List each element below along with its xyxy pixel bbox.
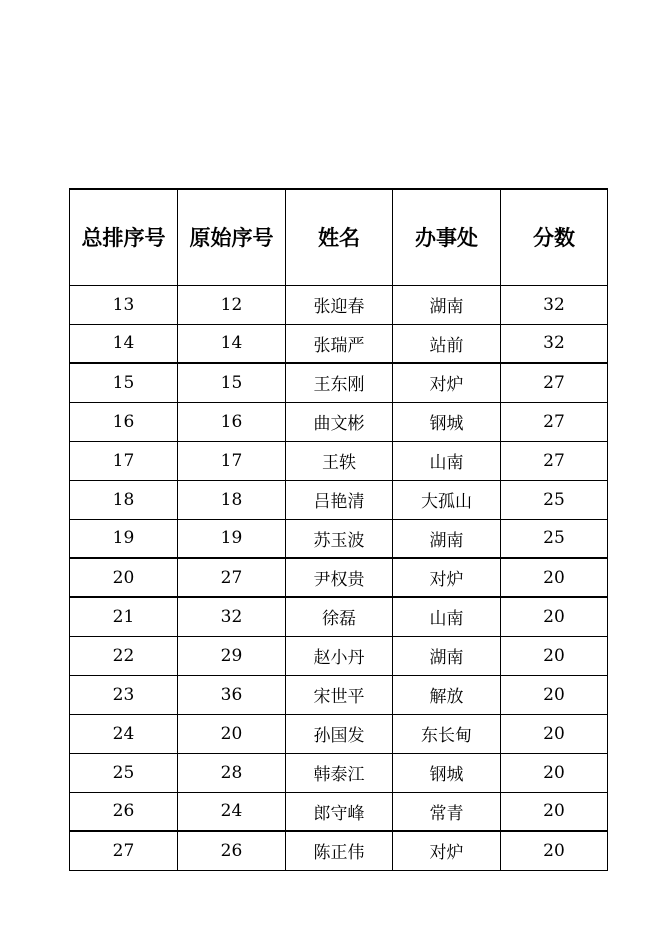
- table-row: [70, 441, 608, 480]
- cell-score: 20: [501, 714, 608, 753]
- header-score: 分数: [501, 189, 608, 285]
- cell-score: 20: [501, 831, 608, 870]
- cell-score: 20: [501, 558, 608, 597]
- cell-original-number: 17: [178, 441, 286, 480]
- cell-name: 陈正伟: [286, 831, 393, 870]
- score-table: [69, 188, 608, 871]
- cell-office: 湖南: [393, 636, 501, 675]
- cell-office: 对炉: [393, 558, 501, 597]
- cell-name: 徐磊: [286, 597, 393, 636]
- cell-original-number: 15: [178, 363, 286, 402]
- cell-original-number: 19: [178, 519, 286, 558]
- cell-name: 王东刚: [286, 363, 393, 402]
- cell-original-number: 29: [178, 636, 286, 675]
- cell-office: 山南: [393, 597, 501, 636]
- cell-office: 对炉: [393, 363, 501, 402]
- cell-score: 27: [501, 402, 608, 441]
- cell-overall-rank: 21: [70, 597, 178, 636]
- cell-score: 20: [501, 636, 608, 675]
- cell-original-number: 36: [178, 675, 286, 714]
- cell-office: 山南: [393, 441, 501, 480]
- cell-score: 25: [501, 480, 608, 519]
- table-row: [70, 480, 608, 519]
- cell-score: 27: [501, 363, 608, 402]
- table-row: [70, 558, 608, 597]
- cell-overall-rank: 13: [70, 285, 178, 324]
- cell-name: 苏玉波: [286, 519, 393, 558]
- cell-overall-rank: 22: [70, 636, 178, 675]
- cell-score: 20: [501, 792, 608, 831]
- cell-name: 张瑞严: [286, 324, 393, 363]
- table-row: [70, 636, 608, 675]
- table-row: [70, 597, 608, 636]
- cell-name: 尹权贵: [286, 558, 393, 597]
- table-row: [70, 675, 608, 714]
- cell-score: 20: [501, 597, 608, 636]
- cell-office: 对炉: [393, 831, 501, 870]
- cell-overall-rank: 20: [70, 558, 178, 597]
- cell-overall-rank: 27: [70, 831, 178, 870]
- cell-office: 湖南: [393, 285, 501, 324]
- cell-overall-rank: 23: [70, 675, 178, 714]
- cell-name: 孙国发: [286, 714, 393, 753]
- cell-original-number: 12: [178, 285, 286, 324]
- header-office: 办事处: [393, 189, 501, 285]
- header-row: [70, 189, 608, 285]
- cell-office: 解放: [393, 675, 501, 714]
- table-body: [70, 285, 608, 870]
- cell-office: 大孤山: [393, 480, 501, 519]
- cell-original-number: 26: [178, 831, 286, 870]
- cell-office: 常青: [393, 792, 501, 831]
- cell-score: 20: [501, 675, 608, 714]
- cell-overall-rank: 16: [70, 402, 178, 441]
- cell-name: 王轶: [286, 441, 393, 480]
- cell-original-number: 18: [178, 480, 286, 519]
- table-row: [70, 324, 608, 363]
- table-row: [70, 519, 608, 558]
- cell-name: 张迎春: [286, 285, 393, 324]
- cell-overall-rank: 15: [70, 363, 178, 402]
- cell-score: 27: [501, 441, 608, 480]
- cell-score: 20: [501, 753, 608, 792]
- header-original-number: 原始序号: [178, 189, 286, 285]
- cell-score: 25: [501, 519, 608, 558]
- cell-original-number: 32: [178, 597, 286, 636]
- cell-score: 32: [501, 285, 608, 324]
- cell-overall-rank: 26: [70, 792, 178, 831]
- cell-name: 吕艳清: [286, 480, 393, 519]
- cell-office: 钢城: [393, 753, 501, 792]
- table-row: [70, 402, 608, 441]
- table-row: [70, 831, 608, 870]
- cell-office: 站前: [393, 324, 501, 363]
- cell-name: 宋世平: [286, 675, 393, 714]
- cell-overall-rank: 19: [70, 519, 178, 558]
- cell-score: 32: [501, 324, 608, 363]
- table-row: [70, 792, 608, 831]
- cell-name: 曲文彬: [286, 402, 393, 441]
- cell-overall-rank: 14: [70, 324, 178, 363]
- cell-office: 钢城: [393, 402, 501, 441]
- table-row: [70, 363, 608, 402]
- cell-original-number: 14: [178, 324, 286, 363]
- header-name: 姓名: [286, 189, 393, 285]
- cell-original-number: 24: [178, 792, 286, 831]
- cell-original-number: 16: [178, 402, 286, 441]
- cell-overall-rank: 17: [70, 441, 178, 480]
- cell-name: 赵小丹: [286, 636, 393, 675]
- cell-original-number: 27: [178, 558, 286, 597]
- cell-overall-rank: 18: [70, 480, 178, 519]
- cell-overall-rank: 25: [70, 753, 178, 792]
- header-overall-rank: 总排序号: [70, 189, 178, 285]
- cell-name: 韩泰江: [286, 753, 393, 792]
- table-row: [70, 714, 608, 753]
- cell-name: 郎守峰: [286, 792, 393, 831]
- cell-overall-rank: 24: [70, 714, 178, 753]
- table-row: [70, 753, 608, 792]
- cell-office: 东长甸: [393, 714, 501, 753]
- table-row: [70, 285, 608, 324]
- cell-original-number: 28: [178, 753, 286, 792]
- cell-original-number: 20: [178, 714, 286, 753]
- cell-office: 湖南: [393, 519, 501, 558]
